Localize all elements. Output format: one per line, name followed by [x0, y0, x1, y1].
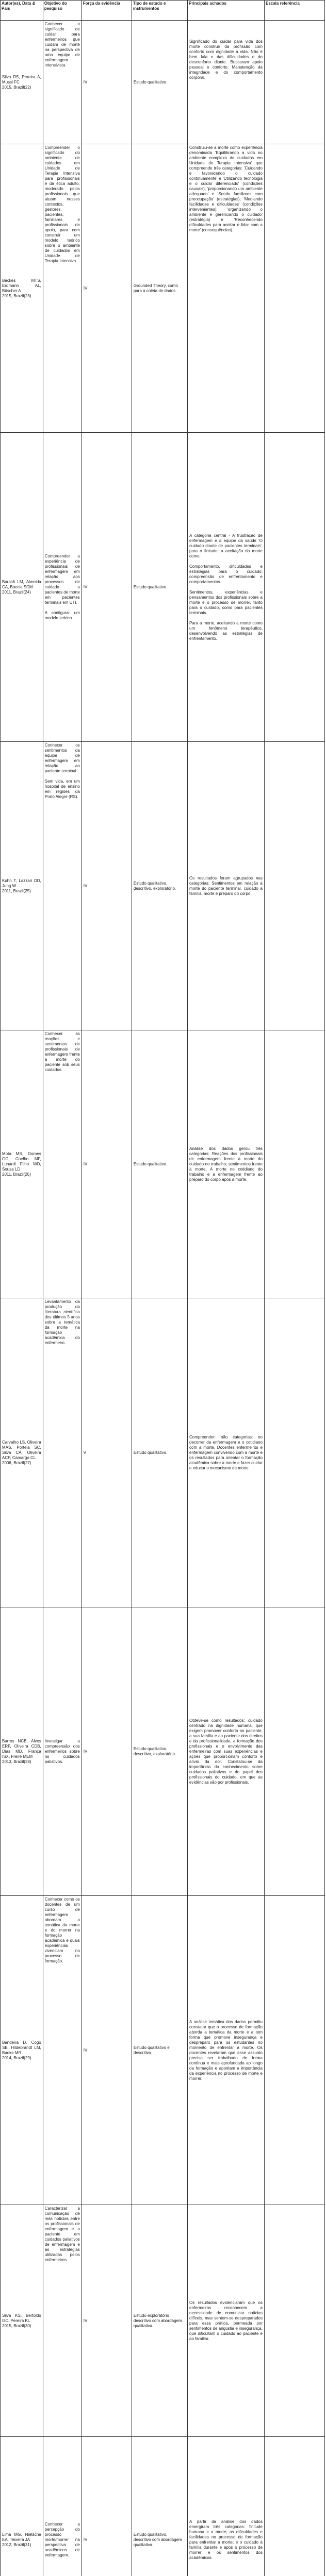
cell-strength: IV	[83, 2537, 88, 2542]
cell-study-type: Estudo qualitativo.	[133, 1161, 168, 1166]
header-author: Autor(es), Data & País	[1, 1, 43, 21]
table-row	[1, 21, 325, 144]
table-row	[1, 144, 325, 433]
cell-objective: Levantamento da produção da literatura científica dos últimos 5 anos sobre a temática da morte na formação acadêmica do enfermeiro.	[44, 1299, 80, 1345]
cell-findings: Análise dos dados gerou três categorias: Reações dos profissionais de enfermagem frente à morte do cuidado no trabalho; sentimentos frente à morte. A morte no cotidiano do trabalho e a enfermagem frente ao preparo do corpo após a morte.	[189, 1146, 263, 1182]
cell-author: Kuhn T, Lazzari DD, Jung W 2011, Brazil(25)	[2, 878, 41, 893]
cell-author: Silva RS, Pereira Á, Mussi FC 2015, Brazil(22)	[2, 74, 41, 90]
header-objective: Objetivo do pesquiso	[43, 1, 82, 21]
cell-study-type: Estudo qualitativo.	[133, 1450, 168, 1455]
cell-author: Mota MS, Gomes GC, Coelho MF, Lunardi Filho WD, Sousa LD 2011, Brazil(26)	[2, 1151, 41, 1177]
cell-objective: Conhecer como os docentes de um curso de enfermagem abordam a temática da morte e do morrer na formação acadêmica e quais experiências vivenciam no processo de formação.	[44, 1897, 80, 1963]
header-scale: Escala referência	[264, 1, 324, 21]
table-row	[1, 2205, 325, 2437]
cell-author: Silva KS, Bertoldo GC, Pereira KL 2015, Brazil(30)	[2, 2313, 41, 2328]
cell-strength: IV	[83, 1161, 88, 1166]
cell-strength: IV	[83, 285, 88, 291]
cell-objective: Conhecer a percepção do processo morte/morrer na perspectiva de acadêmicos de enfermagem.	[44, 2521, 80, 2557]
cell-study-type: Estudo qualitativo.	[133, 584, 168, 589]
cell-findings: Compreender: não categorias: no decorrer da enfermagem e o cotidiano com a morte. Docentes enfermeiros e enfermagem convivendo com a morte e os resultados para orientar o formação acadêmica sobre a morte e fazer cuidar e educar o mecanismo de morte.	[189, 1434, 263, 1470]
header-strength: Força da evidência	[82, 1, 132, 21]
cell-findings: A análise temática dos dados permitiu constatar que o processo de formação aborda a temática da morte e a tem forma que promove insegurança e despreparo para os estudantes no momento de enfrentar a morte. Os docentes revelaram que esse assunto precisa ser trabalhado de forma contínua e mais aprofundada ao longo da formação e apontam a importância da experiência no processo de morte e morrer.	[189, 2019, 263, 2081]
cell-objective: Caracterizar a comunicação de más notícias entre os profissionais de enfermagem e o paciente em cuidados paliativos de enfermagem e as estratégias utilizadas pelos enfermeiros.	[44, 2206, 80, 2262]
cell-findings: Os resultados evidenciaram que os enfermeiros reconhecem a necessidade de comunicar notícias difíceis, mas sentem-se despreparados para essa prática, permeada por sentimentos de angústia e insegurança, que dificultam o cuidado ao paciente e ao familiar.	[189, 2300, 263, 2341]
cell-study-type: Estudo qualitativo.	[133, 79, 168, 84]
cell-objective: Conhecer o significado de cuidar para enfermeiros que cuidam de morte na perspectiva de uma equipe de enfermagem intensivista.	[44, 22, 80, 67]
cell-findings: Obteve-se como resultados: cuidado centrado na dignidade humana, que exigem promover conforto ao paciente, a sua família e ao paciente dos direitos e da profissionalidade, a formação dos profissionais e o envolvimento das enfermeiras com suas experiências e ações que proporcionam conforto e alívio da dor. Constatou-se da importância do conhecimento sobre cuidados paliativos e do papel dos profissionais do cuidado, em que as evidências são por profissionais.	[189, 1718, 263, 1785]
cell-strength: IV	[83, 883, 88, 888]
header-study-type: Tipo de estudo e instrumentos	[132, 1, 187, 21]
cell-findings: Os resultados foram agrupados nas categorias: Sentimentos em relação à morte do paciente terminal, cuidado à família, morte e preparo do corpo.	[189, 875, 263, 896]
cell-strength: IV	[83, 2047, 88, 2053]
cell-study-type: Estudo qualitativo, descritivo, exploratório.	[133, 1746, 176, 1756]
cell-findings: Construiu-se a morte como experiência denominada 'Equilibrando a vida no ambiente complexo de cuidados em Unidade de Terapia Intensiva' que compreende três categorias: 'Cuidando e favorecendo o cuidado continuamente' e 'Utilizando tecnologia e o cuidar diferenciado' (condições causais); 'proporcionando um ambiente adequado' e 'Sendo familiares com preocupação' (estratégias); 'Mediando facilidades e dificuldades' (condições intervenientes); 'organizando o ambiente e gerenciando o cuidado' (estratégia) e 'Reconhecendo dificuldades para aceitar e lidar com a morte' (consequências).	[189, 145, 263, 232]
cell-strength: IV	[83, 2318, 88, 2323]
cell-objective: Compreender a experiência de profissionais de enfermagem em relação aos processos de cuidado a pacientes de morte em pacientes terminais em UTI. A configurar um modelo teórico.	[44, 553, 80, 620]
cell-findings: A partir da análise dos dados emergiram três categorias: finitude humana e a morte; as dificuldades e facilidades no processo de formação para enfrentar a morte; e o cuidado à família durante e após o processo de morrer e os sentimentos dos acadêmicos.	[189, 2519, 263, 2560]
table-row	[1, 2437, 325, 2576]
table-row	[1, 1896, 325, 2205]
cell-author: Barros NCB, Alves ERP, Oliveira CDB, Dias MD, França ISX, Freire MEM 2013, Brazil(28)	[2, 1738, 41, 1764]
cell-author: Lima MG, Nietsche EA, Teixeira JA 2012, Brazil(31)	[2, 2532, 41, 2547]
header-findings: Principais achados	[188, 1, 265, 21]
cell-objective: Investigar a compreensão dos enfermeiros sobre os cuidados paliativos.	[44, 1738, 80, 1764]
cell-findings: Significado do cuidar para vida dos morte construir da profissão com conforto com dignidade a vida. Não é bem fala e das dificuldades e do desconforto diante. Buscaram apoio pessoal e conforto. Manutenção da integridade e do comportamento corporal.	[189, 39, 263, 80]
cell-author: Carvalho LS, Oliveira MAS, Portela SC, Silva CA, Oliveira ACP, Camargo CL 2006, Brazil(27)	[2, 1439, 41, 1465]
cell-author: Backes MTS, Erdmann AL, Büscher A 2015, Brazil(23)	[2, 278, 41, 298]
cell-study-type: Estudo qualitativo e descritivo.	[133, 2045, 170, 2055]
table-header-row	[1, 1, 325, 21]
cell-objective: Conhecer as reações e sentimentos de profissionais de enfermagem frente à morte do paciente sob seus cuidados.	[44, 1031, 80, 1072]
table-row	[1, 1607, 325, 1896]
table-row	[1, 1030, 325, 1298]
cell-author: Bandeira D, Cogo SB, Hildebrandt LM, Badke MR 2014, Brazil(29)	[2, 2040, 41, 2060]
cell-objective: Conhecer os sentimentos da equipe de enfermagem em relação ao paciente terminal. Sem vida, em um hospital de ensino em regiões da Porto Alegre (RS).	[44, 743, 80, 799]
cell-findings: A categoria central - A frustração de enfermagem e a equipe da saúde 'O cuidado diante de pacientes terminais', para o finitude: a aceitação da morte como. Comportamento, dificuldades e estratégias para o cuidado; compreensão de enfrentamento e comportamentos. Sentimentos, experiências e pensamentos dos profissionais sobre a morte e o processo de morrer, tanto para o cuidado, como para pacientes terminais. Para a morte, aceitando a morte como um fenômeno terapêutico, desenvolvendo as estratégias de enfrentamento.	[189, 533, 263, 641]
table-row	[1, 742, 325, 1030]
table-row	[1, 433, 325, 742]
cell-study-type: Estudo exploratório descritivo com abordagem qualitativa.	[133, 2313, 182, 2328]
cell-author: Baraldi LM, Almeida CA, Boccia SCM 2011, Brazil(24)	[2, 579, 41, 595]
table-row	[1, 1298, 325, 1607]
cell-study-type: Estudo qualitativo, descritivo com abordagem qualitativa.	[133, 2532, 182, 2547]
cell-strength: IV	[83, 584, 88, 589]
cell-strength: V	[83, 1450, 87, 1455]
cell-objective: Compreender o significado do ambiente de cuidados em Unidade de Terapia Intensiva para profissionais e da ética adulto, moderado pelos profissionais que atuam nesses contextos, gestores, pacientes, familiares e profissionais de apoio, para com construir um modelo teórico sobre o ambiente de cuidados em Unidade de Terapia Intensiva.	[44, 145, 80, 263]
cell-study-type: Estudo qualitativo, descritivo, exploratório.	[133, 880, 176, 891]
cell-strength: IV	[83, 79, 88, 84]
cell-study-type: Grounded Theory, como para a coleta de dados.	[133, 283, 178, 293]
cell-strength: IV	[83, 1749, 88, 1754]
